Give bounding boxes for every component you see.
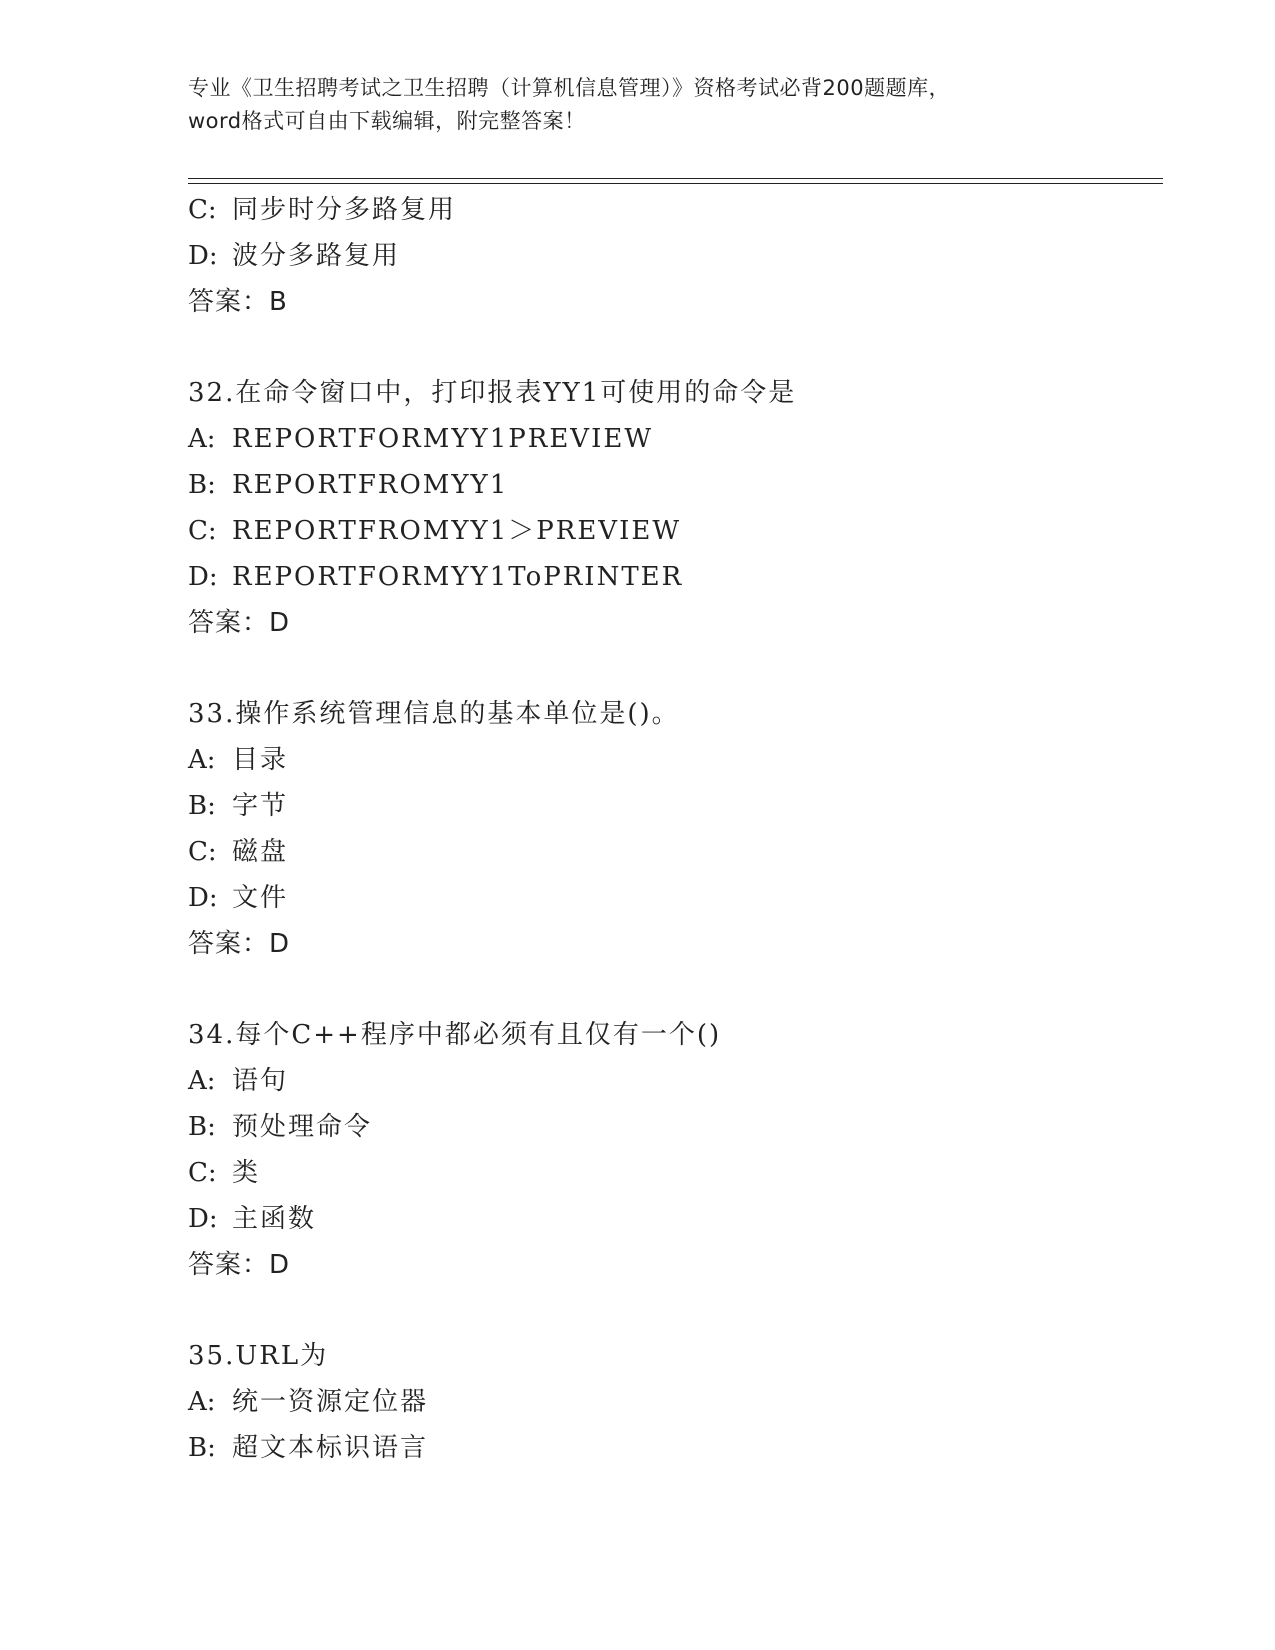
header-divider-bottom [188,183,1163,184]
option-text: 文件 [232,883,289,913]
option-text: REPORTFROMYY1＞PREVIEW [232,516,682,546]
option-a [188,1379,1148,1425]
option-c [188,1150,1148,1196]
option-text: 目录 [232,745,289,775]
option-letter: C: [188,195,217,225]
option-letter: A: [188,424,216,454]
option-letter: B: [188,791,216,821]
option-c [188,829,1148,875]
option-d [188,233,1148,279]
option-letter: D: [188,883,218,913]
option-a [188,416,1148,462]
question-stem: 32.在命令窗口中，打印报表YY1可使用的命令是 [188,378,797,408]
answer-line: 答案：D [188,1250,291,1280]
option-letter: B: [188,470,216,500]
spacer [188,325,1148,370]
header-line-1: 专业《卫生招聘考试之卫生招聘（计算机信息管理）》资格考试必背200题题库， [188,76,951,100]
header-line-2: word格式可自由下载编辑，附完整答案！ [188,109,586,133]
option-letter: C: [188,837,217,867]
option-letter: A: [188,745,216,775]
spacer [188,1288,1148,1333]
question-list [188,187,1148,1471]
option-text: REPORTFORMYY1PREVIEW [232,424,654,454]
option-text: 类 [232,1158,261,1188]
option-text: REPORTFROMYY1 [232,470,509,500]
option-text: 语句 [232,1066,289,1096]
question-31-continued [188,187,1148,325]
option-letter: A: [188,1066,216,1096]
question-34 [188,1012,1148,1288]
option-text: 统一资源定位器 [232,1387,429,1417]
option-a [188,1058,1148,1104]
option-text: 同步时分多路复用 [232,195,457,225]
option-c [188,187,1148,233]
option-letter: C: [188,1158,217,1188]
option-b [188,462,1148,508]
option-b [188,783,1148,829]
option-text: 主函数 [232,1204,317,1234]
option-text: 波分多路复用 [232,241,401,271]
question-32 [188,370,1148,646]
option-b [188,1104,1148,1150]
option-d [188,1196,1148,1242]
option-letter: B: [188,1112,216,1142]
option-d [188,875,1148,921]
option-text: 字节 [232,791,289,821]
option-letter: D: [188,562,218,592]
option-text: 超文本标识语言 [232,1433,429,1463]
option-a [188,737,1148,783]
answer-line: 答案：D [188,608,291,638]
option-b [188,1425,1148,1471]
option-text: REPORTFORMYY1ToPRINTER [232,562,684,592]
option-c [188,508,1148,554]
answer-line: 答案：B [188,287,288,317]
spacer [188,967,1148,1012]
question-stem: 33.操作系统管理信息的基本单位是()。 [188,699,680,729]
question-35 [188,1333,1148,1471]
option-text: 预处理命令 [232,1112,373,1142]
answer-line: 答案：D [188,929,291,959]
option-letter: C: [188,516,217,546]
option-text: 磁盘 [232,837,289,867]
option-letter: D: [188,241,218,271]
spacer [188,646,1148,691]
option-letter: D: [188,1204,218,1234]
question-33 [188,691,1148,967]
option-letter: A: [188,1387,216,1417]
question-stem: 34.每个C++程序中都必须有且仅有一个() [188,1020,722,1050]
option-letter: B: [188,1433,216,1463]
option-d [188,554,1148,600]
question-stem: 35.URL为 [188,1341,329,1371]
document-header [188,72,1088,138]
header-divider-top [188,178,1163,179]
